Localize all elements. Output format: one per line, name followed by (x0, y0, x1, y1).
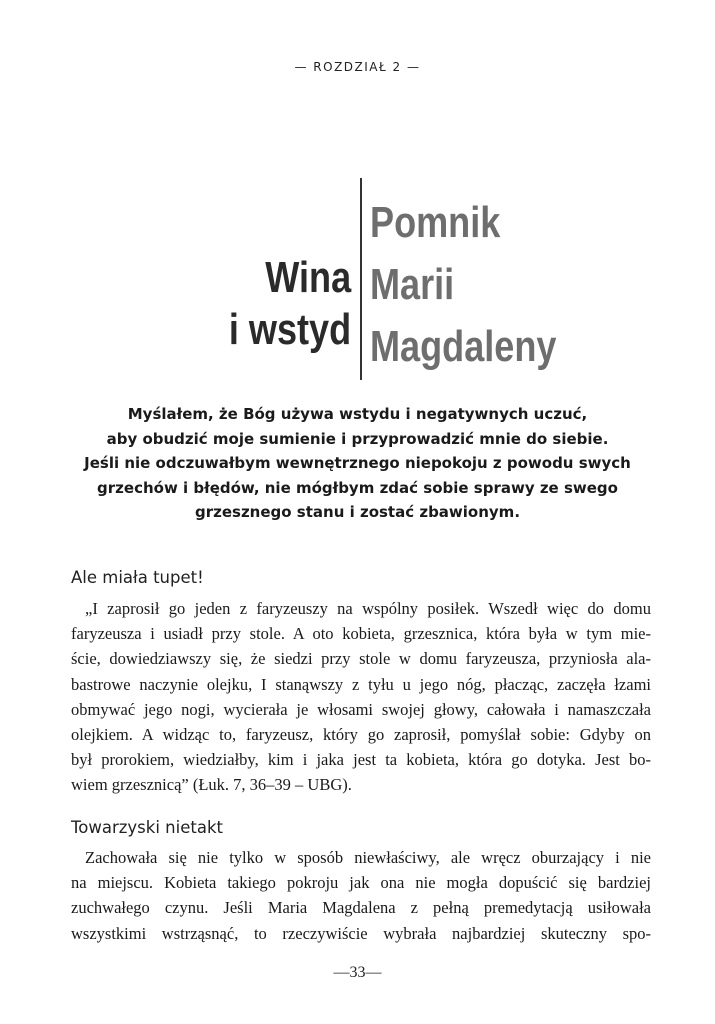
text-line: na miejscu. Kobieta takiego pokroju jak ona nie mogła dopuścić się bardziej (71, 873, 651, 893)
title-left-line: i wstyd (228, 305, 351, 354)
text-line: „I zaprosił go jeden z faryzeuszy na wspólny posiłek. Wszedł więc do domu (85, 599, 651, 618)
epigraph-line: Jeśli nie odczuwałbym wewnętrznego niepokoju z powodu swych (84, 454, 631, 472)
title-right-line: Marii (370, 260, 455, 309)
text-line: był prorokiem, wiedziałby, kim i jaka jest ta kobieta, która go dotyka. Jest bo- (71, 750, 651, 770)
text-line: olejkiem. A widząc to, faryzeusz, który go zaprosił, pomyślał sobie: Gdyby on (71, 724, 651, 744)
title-left (229, 252, 351, 356)
text-line: ście, dowiedziawszy się, że siedzi przy stole w domu faryzeusza, przyniosła ala- (71, 649, 651, 669)
title-right (370, 192, 556, 378)
text-line: faryzeusza i usiadł przy stole. A oto kobieta, grzesznica, która była w tym mie- (71, 624, 651, 644)
epigraph-line: grzechów i błędów, nie mógłbym zdać sobie sprawy ze swego (97, 478, 618, 497)
body-paragraph (71, 845, 651, 946)
text-line: zuchwałego czynu. Jeśli Maria Magdalena z pełną premedytacją usiłowała (71, 898, 651, 918)
section-heading: Towarzyski nietakt (71, 818, 223, 837)
title-left-line: Wina (265, 253, 351, 302)
text-line: bastrowe naczynie olejku, I stanąwszy z tyłu u jego nóg, płacząc, zaczęła łzami (71, 674, 651, 694)
page-number: —33— (333, 964, 382, 981)
text-line: wszystkimi wstrząsnąć, to rzeczywiście wybrała najbardziej skuteczny spo- (71, 923, 651, 943)
epigraph-line: aby obudzić moje sumienie i przyprowadzić mnie do siebie. (106, 429, 609, 448)
epigraph (80, 402, 635, 525)
section-heading: Ale miała tupet! (71, 568, 204, 587)
text-line: obmywać jego nogi, wycierała je włosami swojej głowy, całowała i namaszczała (71, 699, 651, 719)
epigraph-line: Myślałem, że Bóg używa wstydu i negatywnych uczuć, (127, 405, 588, 423)
title-right-line: Pomnik (370, 198, 501, 247)
text-line: Zachowała się nie tylko w sposób niewłaściwy, ale wręcz oburzający i nie (85, 848, 651, 867)
body-paragraph (71, 596, 651, 798)
title-right-line: Magdaleny (370, 322, 557, 371)
running-header: — ROZDZIAŁ 2 — (294, 60, 421, 74)
text-line: wiem grzesznicą” (Łuk. 7, 36–39 – UBG). (71, 775, 352, 795)
chapter-title (0, 178, 715, 380)
title-divider (360, 178, 362, 380)
epigraph-line: grzesznego stanu i zostać zbawionym. (194, 503, 521, 521)
